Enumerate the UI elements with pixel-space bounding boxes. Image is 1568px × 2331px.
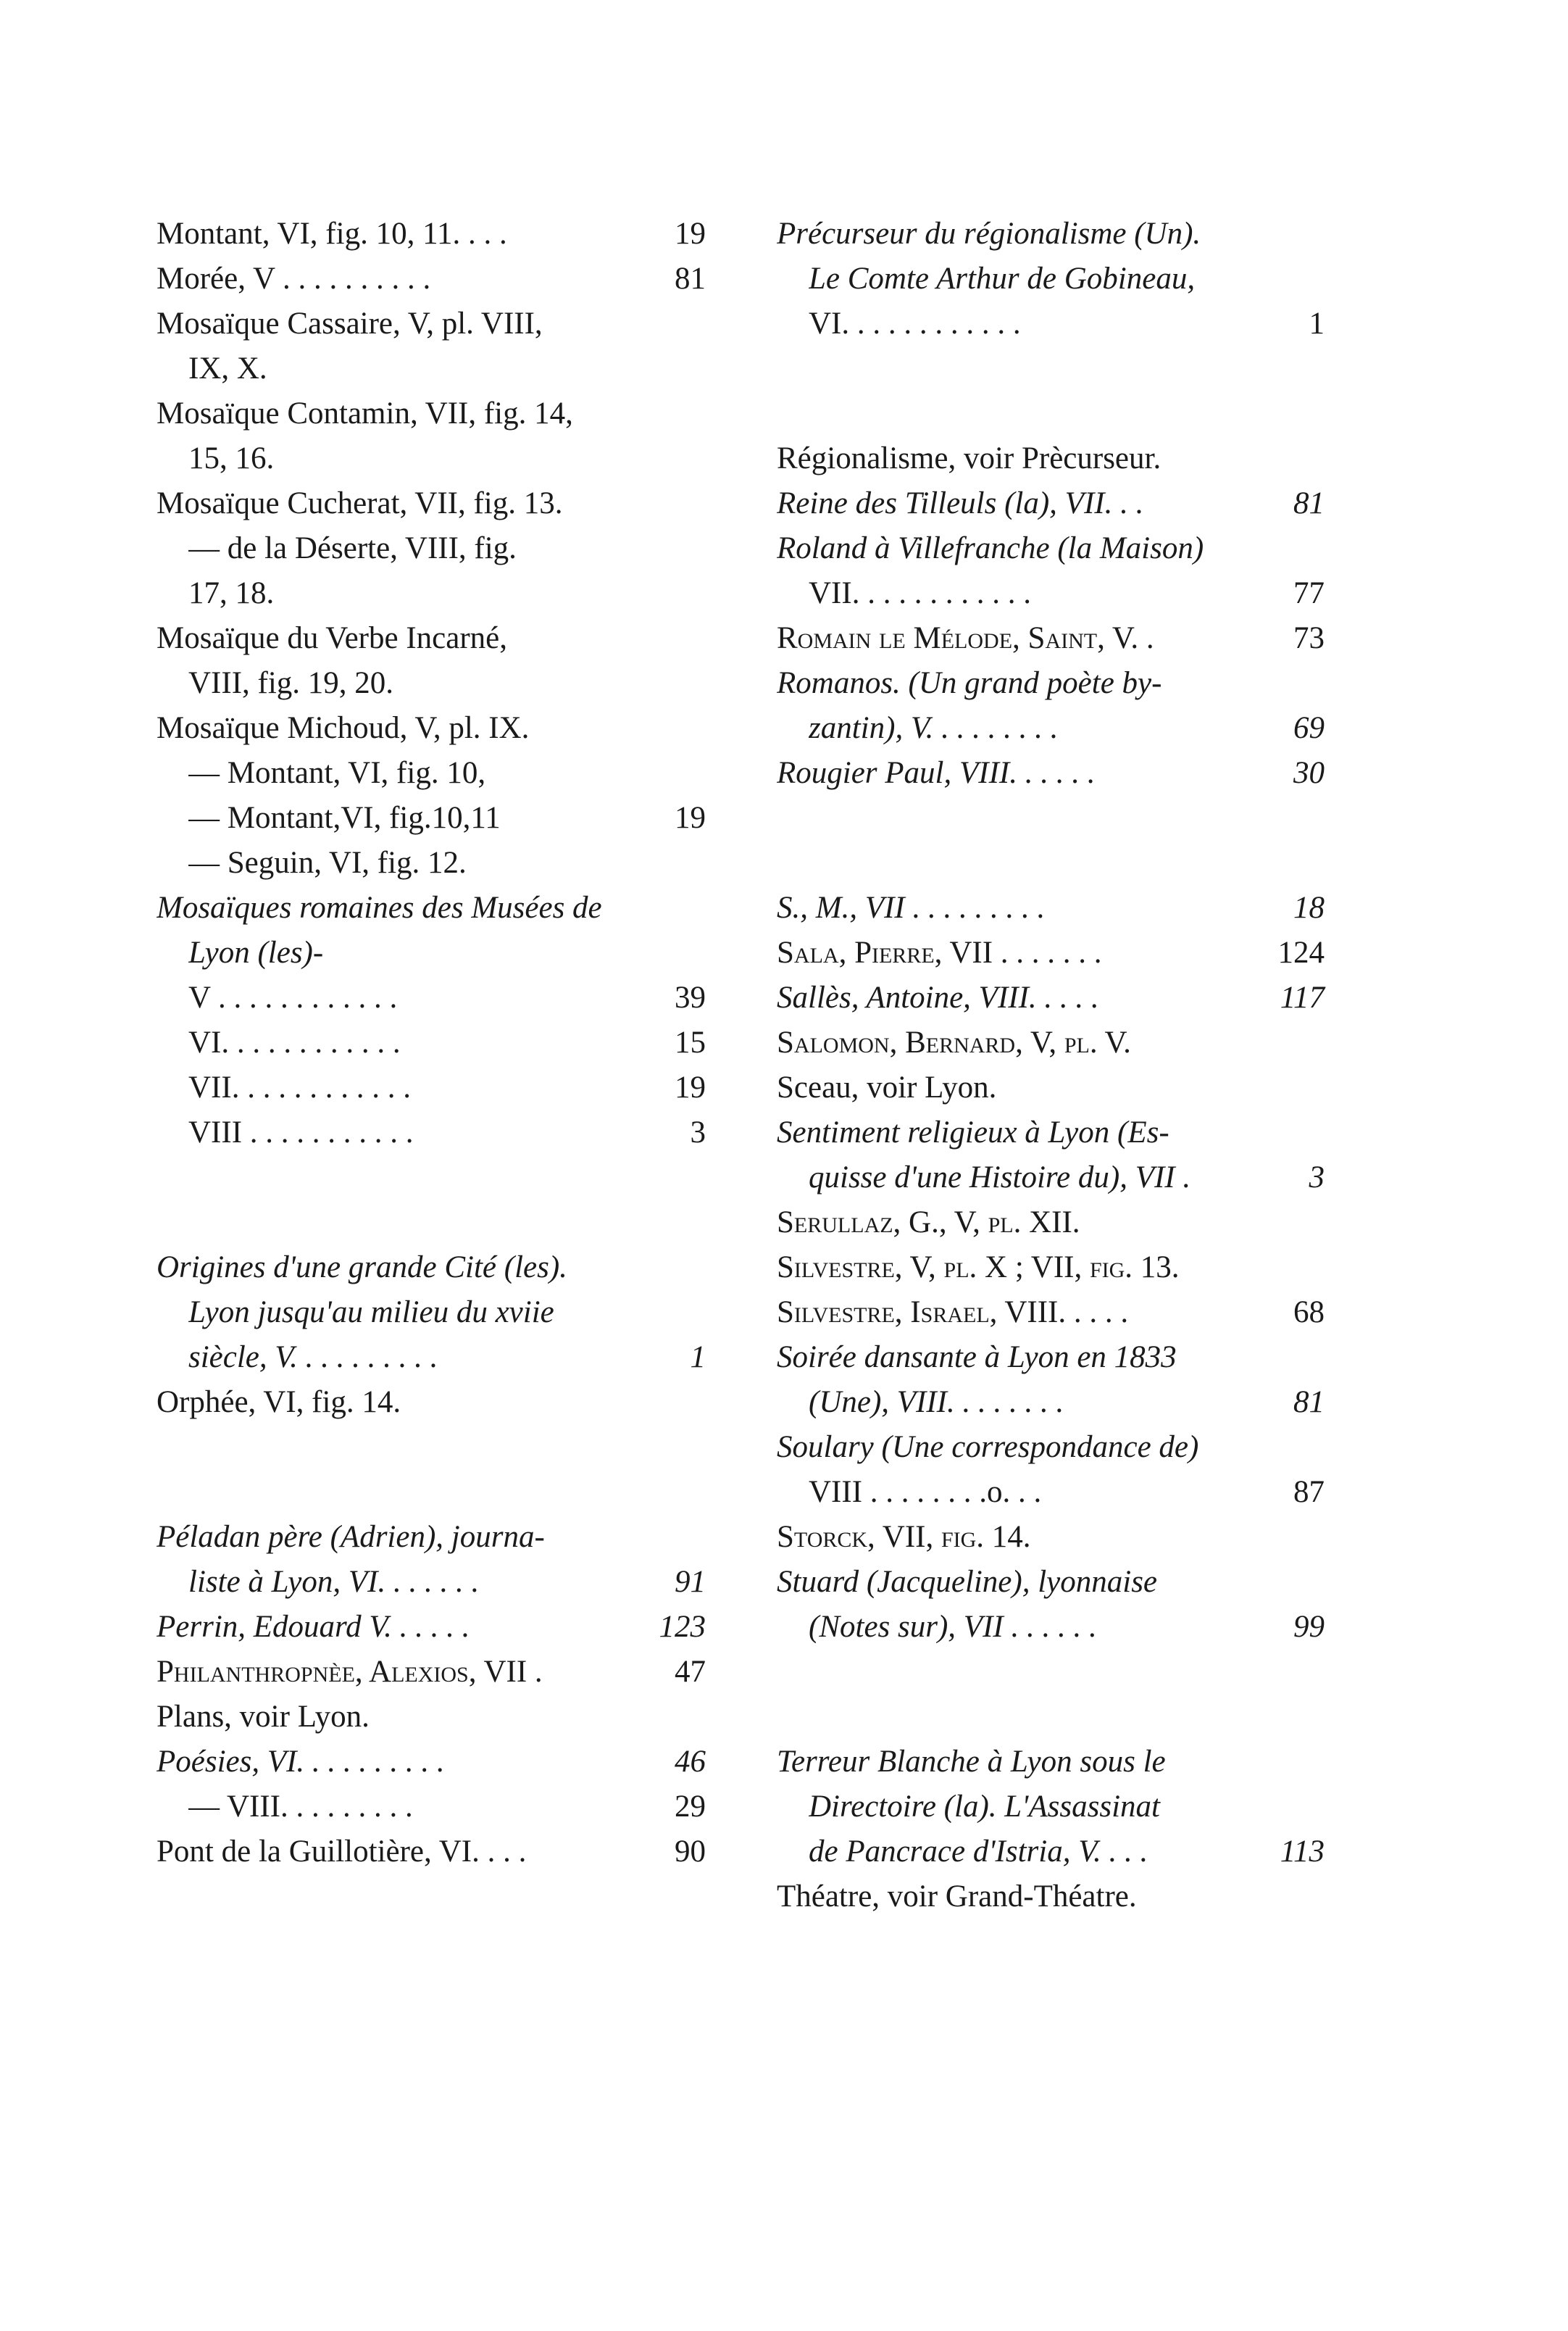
entry-text: Montant, VI, fig. 10, 11. . . .: [157, 217, 507, 251]
index-entry: [157, 212, 706, 257]
index-entry: [157, 751, 706, 796]
index-column-left: [157, 212, 706, 1874]
entry-page: 90: [675, 1835, 706, 1869]
index-entry: [157, 1605, 706, 1650]
entry-text: Mosaïque Michoud, V, pl. IX.: [157, 711, 530, 745]
entry-page: 19: [675, 1071, 706, 1105]
entry-page: 81: [675, 262, 706, 296]
index-entry: [157, 931, 706, 976]
index-entry: [777, 1380, 1325, 1425]
entry-page: 1: [1309, 307, 1325, 341]
entry-text: (Notes sur), VII . . . . . .: [809, 1610, 1097, 1644]
entry-text: Silvestre, Israel, VIII. . . . .: [777, 1295, 1129, 1329]
entry-text: Silvestre, V, pl. X ; VII, fig. 13.: [777, 1250, 1180, 1284]
entry-page: 1: [690, 1340, 706, 1374]
entry-page: 3: [1309, 1160, 1325, 1194]
section-gap: [157, 1155, 706, 1245]
entry-text: Sallès, Antoine, VIII. . . . .: [777, 981, 1099, 1015]
index-entry: [777, 1470, 1325, 1515]
entry-text: Le Comte Arthur de Gobineau,: [809, 262, 1196, 296]
entry-text: Romain le Mélode, Saint, V. .: [777, 621, 1154, 655]
entry-text: de Pancrace d'Istria, V. . . .: [809, 1835, 1148, 1869]
index-entry: [157, 302, 706, 346]
index-entry: [777, 886, 1325, 931]
index-entry: [157, 661, 706, 706]
entry-text: Directoire (la). L'Assassinat: [809, 1790, 1160, 1824]
entry-page: 91: [675, 1565, 706, 1599]
index-entry: [777, 526, 1325, 571]
index-entry: [777, 1335, 1325, 1380]
index-entry: [777, 1874, 1325, 1919]
index-entry: [777, 257, 1325, 302]
entry-page: 87: [1293, 1475, 1325, 1509]
entry-page: 30: [1293, 756, 1325, 790]
index-entry: [777, 1290, 1325, 1335]
entry-text: Sala, Pierre, VII . . . . . . .: [777, 936, 1102, 970]
index-entry: [777, 1110, 1325, 1155]
entry-page: 117: [1280, 981, 1325, 1015]
section-gap: [777, 346, 1325, 436]
entry-text: Mosaïque du Verbe Incarné,: [157, 621, 507, 655]
entry-text: Précurseur du régionalisme (Un).: [777, 217, 1201, 251]
index-entry: [157, 571, 706, 616]
entry-page: 123: [659, 1610, 706, 1644]
entry-text: Rougier Paul, VIII. . . . . .: [777, 756, 1096, 790]
entry-page: 124: [1277, 936, 1325, 970]
entry-text: Régionalisme, voir Prècurseur.: [777, 441, 1162, 475]
index-entry: [157, 1335, 706, 1380]
entry-text: Mosaïque Cassaire, V, pl. VIII,: [157, 307, 543, 341]
index-entry: [157, 526, 706, 571]
entry-text: Orphée, VI, fig. 14.: [157, 1385, 401, 1419]
entry-text: Storck, VII, fig. 14.: [777, 1520, 1031, 1554]
entry-page: 99: [1293, 1610, 1325, 1644]
entry-text: Lyon jusqu'au milieu du xviie: [188, 1295, 554, 1329]
index-entry: [157, 1829, 706, 1874]
index-entry: [157, 1695, 706, 1740]
index-entry: [157, 1784, 706, 1829]
entry-text: VIII, fig. 19, 20.: [188, 666, 394, 700]
index-entry: [777, 1245, 1325, 1290]
index-entry: [157, 706, 706, 751]
index-entry: [157, 1110, 706, 1155]
entry-page: 19: [675, 217, 706, 251]
index-entry: [157, 257, 706, 302]
index-entry: [777, 1515, 1325, 1560]
entry-text: VIII . . . . . . . .o. . .: [809, 1475, 1042, 1509]
section-gap: [777, 796, 1325, 886]
entry-text: Théatre, voir Grand-Théatre.: [777, 1879, 1137, 1914]
index-entry: [777, 1065, 1325, 1110]
index-entry: [777, 1200, 1325, 1245]
entry-text: IX, X.: [188, 352, 267, 386]
entry-text: Philanthropnèe, Alexios, VII .: [157, 1655, 543, 1689]
entry-text: Lyon (les)-: [188, 936, 324, 970]
entry-text: quisse d'une Histoire du), VII .: [809, 1160, 1191, 1194]
entry-text: Mosaïque Contamin, VII, fig. 14,: [157, 396, 573, 431]
index-entry: [777, 1740, 1325, 1784]
entry-page: 47: [675, 1655, 706, 1689]
entry-page: 19: [675, 801, 706, 835]
index-entry: [157, 976, 706, 1021]
entry-text: 17, 18.: [188, 576, 275, 610]
index-entry: [157, 1065, 706, 1110]
entry-text: Reine des Tilleuls (la), VII. . .: [777, 486, 1144, 520]
entry-page: 39: [675, 981, 706, 1015]
entry-page: 77: [1293, 576, 1325, 610]
index-entry: [777, 212, 1325, 257]
index-entry: [157, 1740, 706, 1784]
entry-page: 113: [1280, 1835, 1325, 1869]
entry-text: Mosaïques romaines des Musées de: [157, 891, 602, 925]
index-entry: [777, 1155, 1325, 1200]
index-entry: [777, 1784, 1325, 1829]
entry-text: Perrin, Edouard V. . . . . .: [157, 1610, 470, 1644]
index-entry: [157, 346, 706, 391]
index-entry: [157, 1021, 706, 1065]
entry-text: Pont de la Guillotière, VI. . . .: [157, 1835, 527, 1869]
index-entry: [777, 436, 1325, 481]
index-entry: [157, 886, 706, 931]
index-entry: [777, 481, 1325, 526]
entry-text: VI. . . . . . . . . . . .: [809, 307, 1021, 341]
index-entry: [157, 841, 706, 886]
entry-text: — VIII. . . . . . . . .: [188, 1790, 413, 1824]
entry-text: V . . . . . . . . . . . .: [188, 981, 398, 1015]
index-column-right: [777, 212, 1325, 1919]
entry-text: liste à Lyon, VI. . . . . . .: [188, 1565, 480, 1599]
index-entry: [777, 1829, 1325, 1874]
index-entry: [777, 1605, 1325, 1650]
index-entry: [777, 751, 1325, 796]
index-entry: [777, 616, 1325, 661]
entry-text: Origines d'une grande Cité (les).: [157, 1250, 567, 1284]
entry-page: 68: [1293, 1295, 1325, 1329]
entry-page: 15: [675, 1026, 706, 1060]
entry-page: 3: [690, 1115, 706, 1150]
index-entry: [777, 1560, 1325, 1605]
entry-text: Morée, V . . . . . . . . . .: [157, 262, 431, 296]
index-entry: [157, 391, 706, 436]
section-gap: [157, 1425, 706, 1515]
entry-text: — de la Déserte, VIII, fig.: [188, 531, 517, 565]
index-entry: [777, 571, 1325, 616]
entry-text: Péladan père (Adrien), journa-: [157, 1520, 545, 1554]
entry-text: — Seguin, VI, fig. 12.: [188, 846, 467, 880]
index-entry: [777, 706, 1325, 751]
entry-text: S., M., VII . . . . . . . . .: [777, 891, 1046, 925]
entry-text: VIII . . . . . . . . . . .: [188, 1115, 414, 1150]
entry-text: Romanos. (Un grand poète by-: [777, 666, 1162, 700]
entry-page: 73: [1293, 621, 1325, 655]
entry-text: Sentiment religieux à Lyon (Es-: [777, 1115, 1169, 1150]
entry-page: 81: [1293, 1385, 1325, 1419]
index-entry: [777, 931, 1325, 976]
index-entry: [777, 976, 1325, 1021]
entry-page: 29: [675, 1790, 706, 1824]
index-entry: [157, 796, 706, 841]
entry-text: Roland à Villefranche (la Maison): [777, 531, 1204, 565]
entry-page: 46: [675, 1745, 706, 1779]
entry-text: Stuard (Jacqueline), lyonnaise: [777, 1565, 1158, 1599]
index-entry: [157, 481, 706, 526]
entry-text: Poésies, VI. . . . . . . . . .: [157, 1745, 445, 1779]
entry-text: Soulary (Une correspondance de): [777, 1430, 1199, 1464]
index-entry: [157, 1560, 706, 1605]
entry-text: VI. . . . . . . . . . . .: [188, 1026, 401, 1060]
entry-text: Salomon, Bernard, V, pl. V.: [777, 1026, 1131, 1060]
index-entry: [157, 1245, 706, 1290]
entry-text: Terreur Blanche à Lyon sous le: [777, 1745, 1166, 1779]
entry-text: zantin), V. . . . . . . . .: [809, 711, 1059, 745]
section-gap: [777, 1650, 1325, 1740]
entry-text: Mosaïque Cucherat, VII, fig. 13.: [157, 486, 563, 520]
entry-text: — Montant, VI, fig. 10,: [188, 756, 486, 790]
entry-text: (Une), VIII. . . . . . . .: [809, 1385, 1064, 1419]
index-entry: [777, 1021, 1325, 1065]
entry-text: Sceau, voir Lyon.: [777, 1071, 997, 1105]
index-entry: [157, 1290, 706, 1335]
entry-text: Serullaz, G., V, pl. XII.: [777, 1205, 1080, 1239]
entry-text: Plans, voir Lyon.: [157, 1700, 370, 1734]
index-entry: [157, 1650, 706, 1695]
entry-text: 15, 16.: [188, 441, 275, 475]
entry-text: Soirée dansante à Lyon en 1833: [777, 1340, 1177, 1374]
index-entry: [777, 1425, 1325, 1470]
index-entry: [157, 1515, 706, 1560]
entry-text: VII. . . . . . . . . . . .: [809, 576, 1031, 610]
index-entry: [157, 1380, 706, 1425]
entry-text: VII. . . . . . . . . . . .: [188, 1071, 411, 1105]
index-entry: [157, 436, 706, 481]
entry-text: siècle, V. . . . . . . . . .: [188, 1340, 438, 1374]
entry-page: 18: [1293, 891, 1325, 925]
index-entry: [777, 302, 1325, 346]
index-entry: [157, 616, 706, 661]
entry-page: 81: [1293, 486, 1325, 520]
entry-text: — Montant,VI, fig.10,11: [188, 801, 501, 835]
index-entry: [777, 661, 1325, 706]
entry-page: 69: [1293, 711, 1325, 745]
